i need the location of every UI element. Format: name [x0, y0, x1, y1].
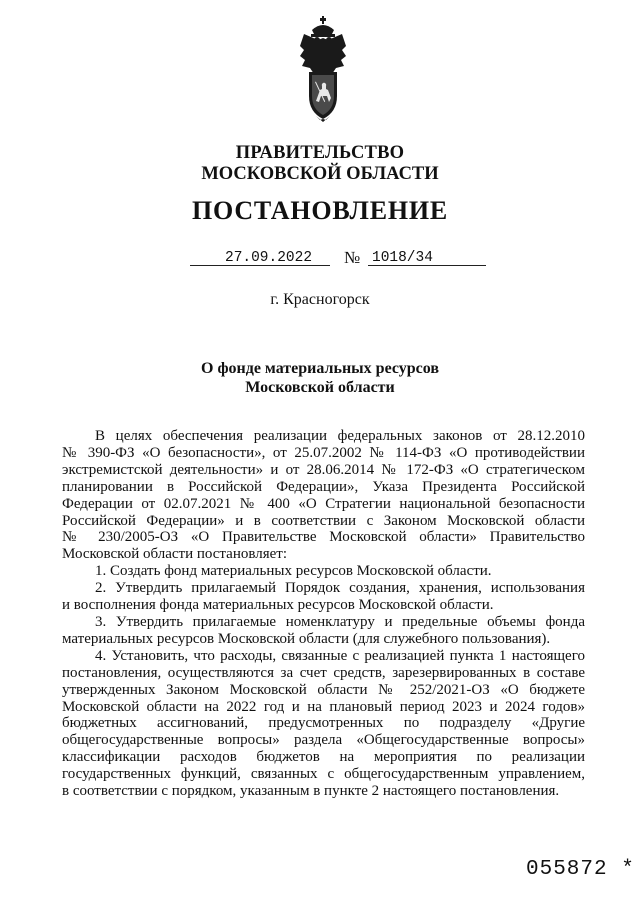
body-line: 2. Утвердить прилагаемый Порядок создания, хранения, использования	[95, 580, 585, 597]
authority-name-line2: МОСКОВСКОЙ ОБЛАСТИ	[201, 164, 439, 184]
body-line: 3. Утвердить прилагаемые номенклатуру и предельные объемы фонда	[95, 613, 585, 630]
body-line: Федерации от 02.07.2021 № 400 «О Стратегии национальной безопасности	[62, 495, 585, 512]
body-line: экстремистской деятельности» и от 28.06.2014 № 172-ФЗ «О стратегическом	[62, 461, 585, 478]
body-line: постановления, осуществляются за счет средств, зарезервированных в составе	[62, 664, 585, 681]
body-line: бюджетных ассигнований, предусмотренных по подразделу «Другие	[62, 715, 585, 732]
body-line: В целях обеспечения реализации федеральных законов от 28.12.2010	[95, 428, 585, 444]
document-number: 1018/34	[372, 250, 433, 266]
coat-of-arms-icon	[298, 16, 348, 124]
number-sign: №	[344, 248, 361, 267]
body-line: и восполнения фонда материальных ресурсов Московской области.	[62, 597, 494, 614]
item-2-paragraph	[62, 580, 585, 614]
authority-name-line1: ПРАВИТЕЛЬСТВО	[235, 143, 405, 163]
body-line: утвержденных Законом Московской области № 252/2021-ОЗ «О бюджете	[62, 681, 585, 698]
city-line: г. Красногорск	[270, 291, 370, 308]
body-line: Московской области на 2022 год и на плановый период 2023 и 2024 годов»	[62, 698, 585, 715]
document-body	[62, 428, 585, 800]
date-underline	[190, 265, 330, 266]
number-underline	[368, 265, 486, 266]
subject-line2: Московской области	[245, 379, 395, 396]
body-line: классификации расходов бюджетов на мероприятия по реализации	[62, 749, 585, 766]
body-line: 4. Установить, что расходы, связанные с реализацией пункта 1 настоящего	[95, 647, 585, 664]
body-line: планировании в Российской Федерации», Указа Президента Российской	[62, 478, 585, 495]
serial-number: 055872	[526, 858, 608, 881]
body-line: № 230/2005-ОЗ «О Правительстве Московской области» Правительство	[62, 529, 585, 546]
body-line: № 390-ФЗ «О безопасности», от 25.07.2002 № 114-ФЗ «О противодействии	[62, 444, 585, 461]
body-line: Российской Федерации» и в соответствии с Законом Московской области	[62, 512, 585, 529]
body-line: Московской области постановляет:	[62, 546, 287, 563]
serial-stamp	[526, 858, 635, 881]
body-line: общегосударственные вопросы» раздела «Общегосударственные вопросы»	[62, 732, 585, 749]
serial-mark: *	[621, 858, 635, 881]
body-line: государственных функций, связанных с общегосударственным управлением,	[62, 766, 585, 783]
item-3-paragraph	[62, 614, 585, 648]
preamble-paragraph	[62, 428, 585, 563]
body-line: в соответствии с порядком, указанным в пункте 2 настоящего постановления.	[62, 783, 560, 800]
item-4-paragraph	[62, 648, 585, 800]
body-line: 1. Создать фонд материальных ресурсов Московской области.	[95, 563, 492, 580]
document-type-title: ПОСТАНОВЛЕНИЕ	[191, 196, 449, 225]
subject-line1: О фонде материальных ресурсов	[201, 360, 439, 377]
body-line: материальных ресурсов Московской области (для служебного пользования).	[62, 630, 551, 647]
document-subject	[0, 359, 640, 397]
document-date: 27.09.2022	[225, 250, 313, 266]
item-1-paragraph	[62, 563, 585, 580]
